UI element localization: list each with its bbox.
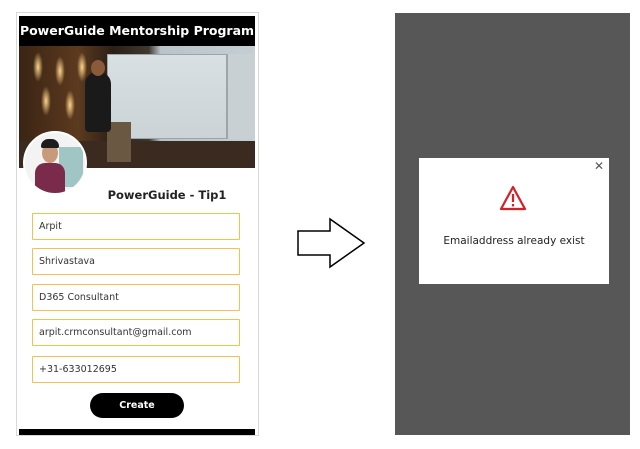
error-dialog xyxy=(419,158,609,284)
warning-icon xyxy=(499,185,527,211)
footer-bar xyxy=(19,429,255,435)
create-button[interactable]: Create xyxy=(90,393,184,418)
app-header-title: PowerGuide Mentorship Program xyxy=(19,16,255,46)
arrow-right-icon xyxy=(296,217,366,269)
phone-field[interactable]: +31-633012695 xyxy=(32,356,240,383)
avatar xyxy=(23,131,87,195)
job-title-field[interactable]: D365 Consultant xyxy=(32,284,240,311)
last-name-field[interactable]: Shrivastava xyxy=(32,248,240,275)
app-screen xyxy=(16,12,259,436)
email-field[interactable]: arpit.crmconsultant@gmail.com xyxy=(32,319,240,346)
close-icon[interactable]: ✕ xyxy=(593,159,605,173)
error-message: Emailaddress already exist xyxy=(443,235,585,247)
modal-overlay xyxy=(395,13,630,435)
tip-title: PowerGuide - Tip1 xyxy=(107,188,227,202)
first-name-field[interactable]: Arpit xyxy=(32,213,240,240)
